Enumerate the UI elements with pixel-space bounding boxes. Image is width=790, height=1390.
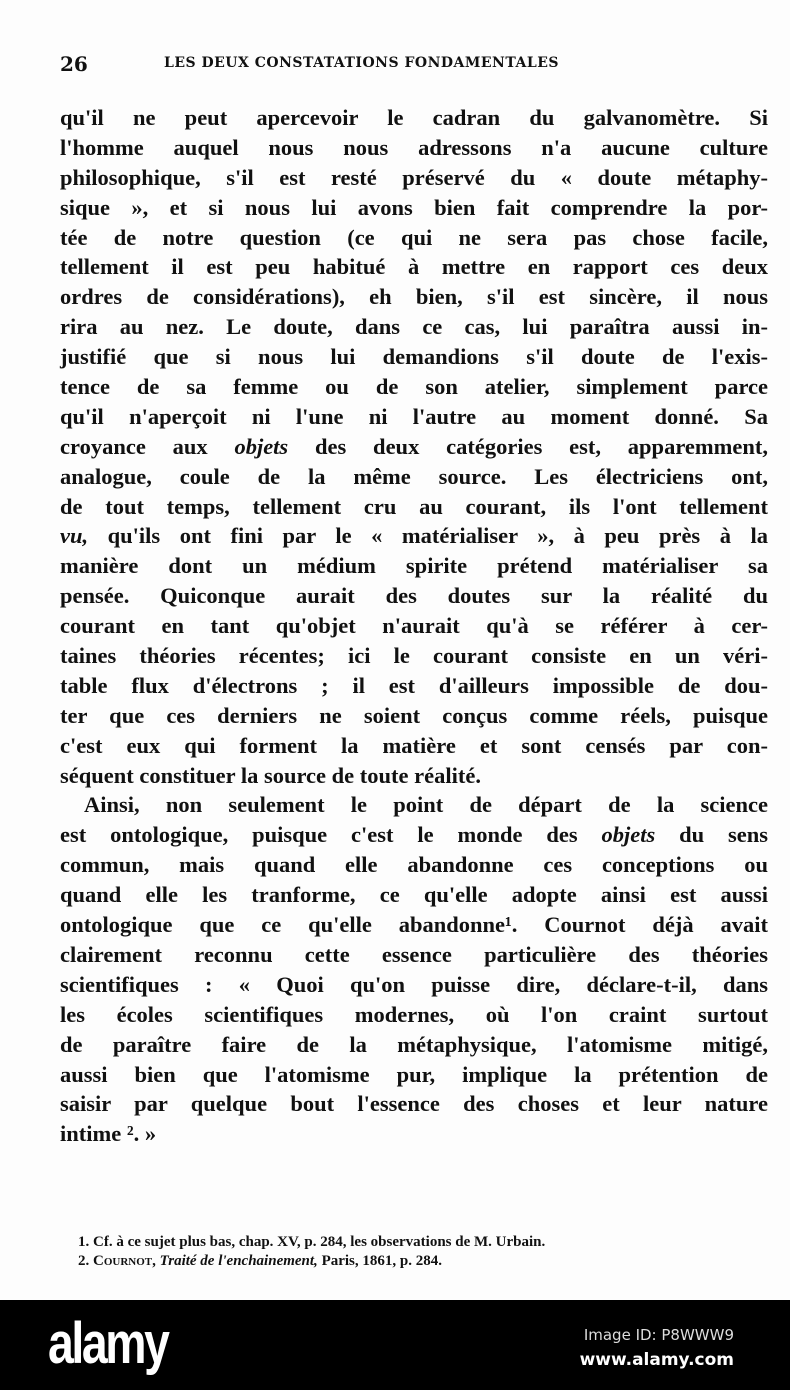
text-line <box>60 641 768 671</box>
text-segment: des deux catégories est, apparemment, <box>288 433 768 459</box>
text-line <box>60 1060 768 1090</box>
text-line <box>60 880 768 910</box>
italic-text: objets <box>601 822 656 848</box>
text-segment: les écoles scientifiques modernes, où l'on craint surtout <box>60 1001 768 1027</box>
text-segment: analogue, coule de la même source. Les électriciens ont, <box>60 463 768 489</box>
text-line <box>60 910 768 940</box>
text-segment: saisir par quelque bout l'essence des choses et leur nature <box>60 1091 768 1117</box>
text-segment: quand elle les tranforme, ce qu'elle adopte ainsi est aussi <box>60 882 768 908</box>
footnote-2-rest: Paris, 1861, p. 284. <box>317 1253 442 1269</box>
text-segment: pensée. Quiconque aurait des doutes sur la réalité du <box>60 583 768 609</box>
text-line <box>60 223 768 253</box>
text-line <box>60 970 768 1000</box>
text-line <box>60 940 768 970</box>
text-line <box>60 1089 768 1119</box>
text-segment: est ontologique, puisque c'est le monde des <box>60 822 602 848</box>
text-line <box>60 790 768 820</box>
text-segment: justifié que si nous lui demandions s'il doute de l'exis- <box>60 344 768 370</box>
text-segment: de tout temps, tellement cru au courant, ils l'ont tellement <box>60 493 768 519</box>
alamy-logo: alamy <box>48 1311 168 1376</box>
text-line <box>60 701 768 731</box>
text-segment: l'homme auquel nous nous adressons n'a aucune culture <box>60 134 768 160</box>
text-line <box>60 133 768 163</box>
text-segment: Ainsi, non seulement le point de départ de la science <box>84 792 768 818</box>
text-segment: qu'il ne peut apercevoir le cadran du galvanomètre. Si <box>60 105 768 130</box>
text-segment: qu'ils ont fini par le « matérialiser », à peu près à la <box>88 523 768 549</box>
text-line <box>60 1000 768 1030</box>
text-segment: croyance aux <box>60 433 235 459</box>
text-segment: du sens <box>655 822 768 848</box>
text-line <box>60 163 768 193</box>
page-number: 26 <box>60 52 88 76</box>
text-segment: ordres de considérations), eh bien, s'il est sincère, il nous <box>60 284 768 310</box>
text-line <box>60 731 768 761</box>
text-line <box>60 551 768 581</box>
text-line <box>60 671 768 701</box>
text-segment: commun, mais quand elle abandonne ces conceptions ou <box>60 852 768 878</box>
text-segment: table flux d'électrons ; il est d'ailleurs impossible de dou- <box>60 672 768 698</box>
text-line <box>60 462 768 492</box>
text-line <box>60 761 768 791</box>
text-segment: philosophique, s'il est resté préservé du « doute métaphy- <box>60 164 768 190</box>
text-segment: ter que ces derniers ne soient conçus comme réels, puisque <box>60 702 768 728</box>
image-id: Image ID: P8WWW9 <box>583 1326 734 1344</box>
text-line <box>60 402 768 432</box>
text-segment: taines théories récentes; ici le courant consiste en un véri- <box>60 643 768 669</box>
running-title: LES DEUX CONSTATATIONS FONDAMENTALES <box>164 55 559 71</box>
text-line <box>60 581 768 611</box>
watermark-bar <box>0 1300 790 1390</box>
footnote-2 <box>78 1252 545 1271</box>
text-line <box>60 820 768 850</box>
footnote-1: 1. Cf. à ce sujet plus bas, chap. XV, p. 284, les observations de M. Urbain. <box>78 1234 546 1250</box>
footnote-2-number: 2. <box>78 1253 93 1269</box>
text-segment: sique », et si nous lui avons bien fait comprendre la por- <box>60 194 768 220</box>
text-line <box>60 611 768 641</box>
text-segment: aussi bien que l'atomisme pur, implique la prétention de <box>60 1061 768 1087</box>
text-segment: scientifiques : « Quoi qu'on puisse dire, déclare-t-il, dans <box>60 971 768 997</box>
text-line <box>60 193 768 223</box>
italic-text: vu, <box>60 523 89 549</box>
text-segment: rira au nez. Le doute, dans ce cas, lui paraîtra aussi in- <box>60 314 768 340</box>
text-line <box>60 103 768 133</box>
text-line <box>60 521 768 551</box>
footnotes <box>78 1233 545 1271</box>
text-line <box>60 850 768 880</box>
text-segment: intime ². » <box>60 1121 157 1147</box>
text-segment: tellement il est peu habitué à mettre en rapport ces deux <box>60 254 768 280</box>
text-segment: manière dont un médium spirite prétend matérialiser sa <box>60 553 768 579</box>
text-line <box>60 282 768 312</box>
site-url: www.alamy.com <box>579 1350 734 1370</box>
text-segment: courant en tant qu'objet n'aurait qu'à se référer à cer- <box>60 613 768 639</box>
text-segment: clairement reconnu cette essence particulière des théories <box>60 941 768 967</box>
text-line <box>60 252 768 282</box>
text-line <box>60 1030 768 1060</box>
text-segment: de paraître faire de la métaphysique, l'atomisme mitigé, <box>60 1031 768 1057</box>
italic-text: objets <box>234 433 289 459</box>
text-line <box>60 432 768 462</box>
footnote-2-author: Cournot, <box>93 1253 156 1269</box>
text-line <box>60 372 768 402</box>
text-line <box>60 1119 768 1149</box>
text-line <box>60 342 768 372</box>
text-segment: c'est eux qui forment la matière et sont censés par con- <box>60 732 768 758</box>
text-segment: séquent constituer la source de toute réalité. <box>60 762 481 788</box>
footnote-2-title: Traité de l'enchainement, <box>159 1253 318 1269</box>
text-segment: qu'il n'aperçoit ni l'une ni l'autre au moment donné. Sa <box>60 403 768 429</box>
text-segment: ontologique que ce qu'elle abandonne¹. Cournot déjà avait <box>60 912 768 938</box>
text-segment: tence de sa femme ou de son atelier, simplement parce <box>60 374 768 400</box>
body-text <box>60 103 768 1149</box>
text-line <box>60 312 768 342</box>
text-line <box>60 492 768 522</box>
text-segment: tée de notre question (ce qui ne sera pas chose facile, <box>60 224 768 250</box>
